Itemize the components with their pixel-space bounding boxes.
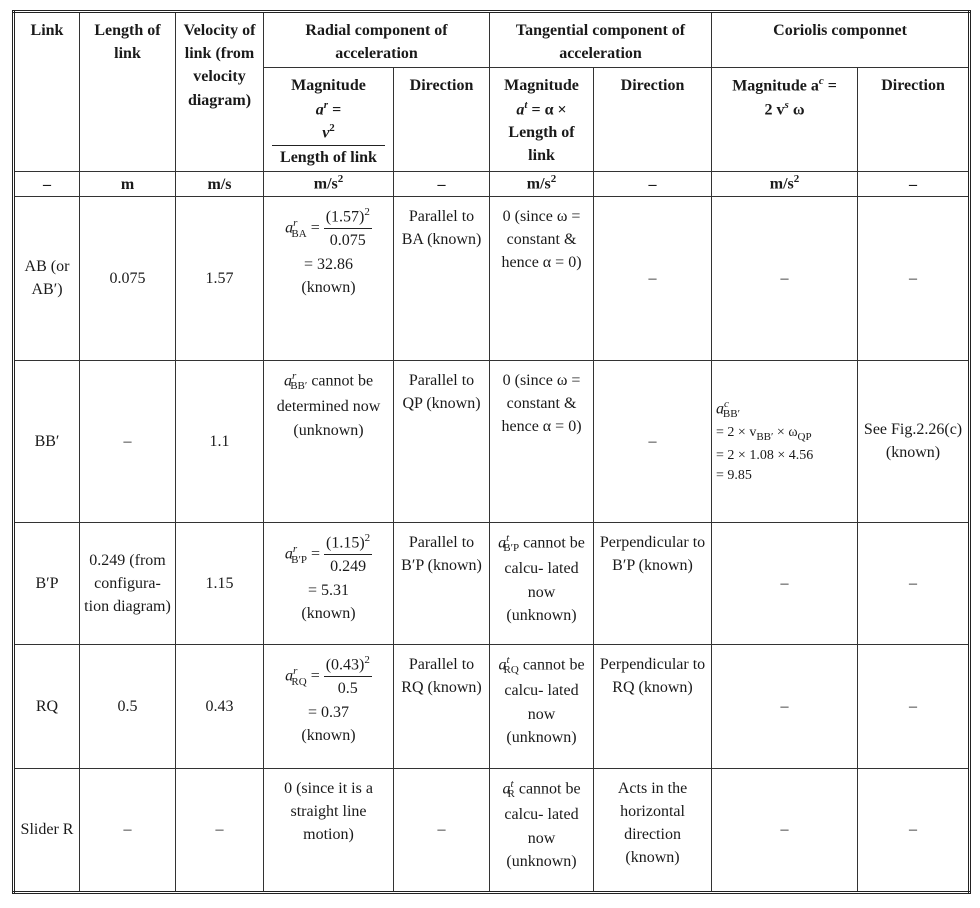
unit-length: m	[80, 172, 176, 197]
unit-tangential-direction: –	[594, 172, 712, 197]
cell-coriolis-direction: –	[858, 644, 970, 768]
cell-radial-direction: –	[394, 768, 490, 892]
cell-velocity: 0.43	[176, 644, 264, 768]
table-row	[14, 644, 970, 768]
table-row	[14, 522, 970, 644]
unit-radial-direction: –	[394, 172, 490, 197]
header-tangential: Tangential component of acceleration	[490, 12, 712, 68]
cell-tangential-magnitude: $a^t_{RQ}$ cannot be calcu- lated now (unknown)	[490, 644, 594, 768]
cell-coriolis-direction: –	[858, 522, 970, 644]
cell-coriolis-direction: See Fig.2.26(c) (known)	[858, 360, 970, 522]
cell-link: BB′	[14, 360, 80, 522]
header-radial-direction: Direction	[394, 68, 490, 172]
cell-length: 0.075	[80, 196, 176, 360]
cell-radial-direction: Parallel to B′P (known)	[394, 522, 490, 644]
unit-tangential-magnitude: $m/s^2$	[490, 172, 594, 197]
cell-velocity: 1.15	[176, 522, 264, 644]
unit-velocity: m/s	[176, 172, 264, 197]
cell-link: AB (or AB′)	[14, 196, 80, 360]
cell-link: B′P	[14, 522, 80, 644]
cell-tangential-magnitude: 0 (since ω = constant & hence α = 0)	[490, 360, 594, 522]
table-row	[14, 196, 970, 360]
header-coriolis: Coriolis componnet	[712, 12, 970, 68]
unit-coriolis-magnitude: $m/s^2$	[712, 172, 858, 197]
table-row	[14, 768, 970, 892]
header-length: Length of link	[80, 12, 176, 172]
header-radial-magnitude: Magnitude $a^r$ = $v^2$ Length of link	[264, 68, 394, 172]
header-tangential-direction: Direction	[594, 68, 712, 172]
units-row	[14, 172, 970, 197]
header-radial: Radial component of acceleration	[264, 12, 490, 68]
cell-length: 0.249 (from configura- tion diagram)	[80, 522, 176, 644]
cell-length: 0.5	[80, 644, 176, 768]
unit-radial-magnitude: $m/s^2$	[264, 172, 394, 197]
cell-tangential-direction: Perpendicular to RQ (known)	[594, 644, 712, 768]
cell-radial-direction: Parallel to BA (known)	[394, 196, 490, 360]
cell-tangential-direction: Perpendicular to B′P (known)	[594, 522, 712, 644]
cell-radial-magnitude: 0 (since it is a straight line motion)	[264, 768, 394, 892]
cell-tangential-magnitude: $a^t_{B'P}$ cannot be calcu- lated now (unknown)	[490, 522, 594, 644]
cell-length: –	[80, 768, 176, 892]
cell-coriolis-magnitude: –	[712, 768, 858, 892]
header-tangential-magnitude: Magnitude $a^t = \alpha$ × Length of link	[490, 68, 594, 172]
cell-velocity: –	[176, 768, 264, 892]
cell-tangential-direction: –	[594, 196, 712, 360]
cell-link: RQ	[14, 644, 80, 768]
cell-radial-magnitude: $a^r_{RQ}$ = $\frac{(0.43)^2}{0.5}$ = 0.37 (known)	[264, 644, 394, 768]
cell-radial-direction: Parallel to QP (known)	[394, 360, 490, 522]
cell-coriolis-magnitude: –	[712, 196, 858, 360]
cell-tangential-magnitude: 0 (since ω = constant & hence α = 0)	[490, 196, 594, 360]
cell-velocity: 1.1	[176, 360, 264, 522]
cell-coriolis-magnitude: –	[712, 522, 858, 644]
cell-tangential-magnitude: $a^t_R$ cannot be calcu- lated now (unknown)	[490, 768, 594, 892]
cell-radial-magnitude: $a^r_{B'P}$ = $\frac{(1.15)^2}{0.249}$ = 5.31 (known)	[264, 522, 394, 644]
header-link: Link	[14, 12, 80, 172]
acceleration-table	[12, 10, 971, 894]
cell-coriolis-magnitude: –	[712, 644, 858, 768]
header-velocity: Velocity of link (from velocity diagram)	[176, 12, 264, 172]
cell-coriolis-direction: –	[858, 196, 970, 360]
unit-coriolis-direction: –	[858, 172, 970, 197]
cell-length: –	[80, 360, 176, 522]
cell-tangential-direction: –	[594, 360, 712, 522]
header-coriolis-magnitude: Magnitude $a^c$ = 2 $v^s$ ω	[712, 68, 858, 172]
cell-coriolis-magnitude: $a^c_{BB'}$ = $2 \times v_{BB'} \times \omega_{QP}$ = 2 × 1.08 × 4.56 = 9.85	[712, 360, 858, 522]
cell-radial-magnitude: $a^r_{BB'}$ cannot be determined now (unknown)	[264, 360, 394, 522]
cell-tangential-direction: Acts in the horizontal direction (known)	[594, 768, 712, 892]
cell-radial-direction: Parallel to RQ (known)	[394, 644, 490, 768]
table-row	[14, 360, 970, 522]
header-coriolis-direction: Direction	[858, 68, 970, 172]
cell-radial-magnitude: $a^r_{BA}$ = $\frac{(1.57)^2}{0.075}$ = 32.86 (known)	[264, 196, 394, 360]
cell-velocity: 1.57	[176, 196, 264, 360]
unit-link: –	[14, 172, 80, 197]
cell-link: Slider R	[14, 768, 80, 892]
cell-coriolis-direction: –	[858, 768, 970, 892]
